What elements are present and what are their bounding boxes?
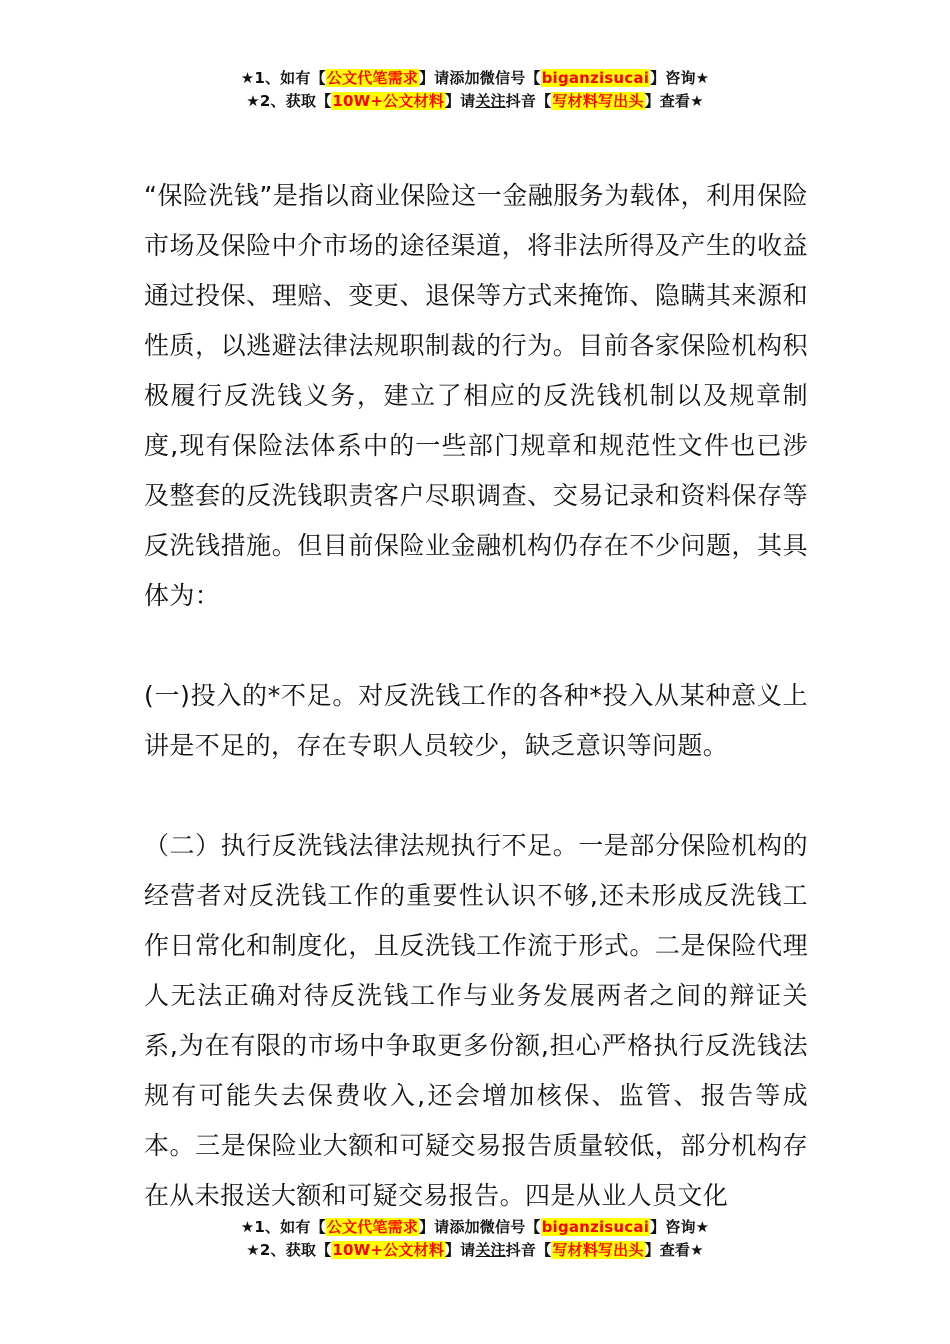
paragraph-intro: “保险洗钱”是指以商业保险这一金融服务为载体，利用保险市场及保险中介市场的途径渠道，将非法所得及产生的收益通过投保、理赔、变更、退保等方式来掩饰、隐瞒其来源和性质，以逃避法律法规职制裁的行为。目前各家保险机构积极履行反洗钱义务，建立了相应的反洗钱机制以及规章制度,现有保险法体系中的一些部门规章和规范性文件也已涉及整套的反洗钱职责客户尽职调查、交易记录和资料保存等反洗钱措施。但目前保险业金融机构仍存在不少问题，其具体为： — [144, 181, 808, 610]
promo-highlight: 公文代笔需求 — [326, 69, 418, 87]
promo-text: 微信号【 — [479, 1218, 541, 1236]
promo-text: 加 — [464, 1218, 480, 1236]
promo-highlight: 公文代笔需求 — [326, 1218, 418, 1236]
promo-text: 】咨询★ — [650, 1218, 710, 1236]
footer-promo-banner — [0, 1216, 950, 1262]
promo-text: ★2、获取【 — [246, 92, 332, 110]
promo-text: 抖音【 — [505, 1241, 552, 1259]
promo-text: ★1、如有【 — [240, 69, 326, 87]
promo-text: 加 — [464, 69, 480, 87]
promo-underlined-text: 关注 — [475, 1241, 506, 1259]
promo-highlight-douyin: 写材料写出头 — [552, 92, 644, 110]
header-promo-banner — [0, 67, 950, 113]
promo-text: 】请 — [444, 92, 476, 110]
promo-line-2 — [0, 90, 950, 113]
promo-highlight-wechat-id: biganzisucai — [541, 69, 650, 87]
promo-text: 】请添 — [418, 69, 465, 87]
promo-highlight-wechat-id: biganzisucai — [541, 1218, 650, 1236]
promo-line-1 — [0, 67, 950, 90]
promo-line-2 — [0, 1239, 950, 1262]
promo-text: ★1、如有【 — [240, 1218, 326, 1236]
promo-text: 】查看★ — [644, 92, 704, 110]
promo-text: 】查看★ — [644, 1241, 704, 1259]
document-body — [144, 171, 808, 1221]
promo-highlight: 10W+公文材料 — [332, 92, 444, 110]
promo-highlight-douyin: 写材料写出头 — [552, 1241, 644, 1259]
promo-underlined-text: 关注 — [475, 92, 506, 110]
promo-text: 抖音【 — [505, 92, 552, 110]
promo-text: 】咨询★ — [650, 69, 710, 87]
paragraph-section-2: （二）执行反洗钱法律法规执行不足。一是部分保险机构的经营者对反洗钱工作的重要性认识不够,还未形成反洗钱工作日常化和制度化，且反洗钱工作流于形式。二是保险代理人无法正确对待反洗钱工作与业务发展两者之间的辩证关系,为在有限的市场中争取更多份额,担心严格执行反洗钱法规有可能失去保费收入,还会增加核保、监管、报告等成本。三是保险业大额和可疑交易报告质量较低，部分机构存在从未报送大额和可疑交易报告。四是从业人员文化 — [144, 831, 808, 1210]
promo-text: 微信号【 — [479, 69, 541, 87]
promo-highlight: 10W+公文材料 — [332, 1241, 444, 1259]
paragraph-section-1: (一)投入的*不足。对反洗钱工作的各种*投入从某种意义上讲是不足的，存在专职人员较少，缺乏意识等问题。 — [144, 681, 808, 760]
promo-text: 】请 — [444, 1241, 476, 1259]
promo-text: 】请添 — [418, 1218, 465, 1236]
promo-text: ★2、获取【 — [246, 1241, 332, 1259]
promo-line-1 — [0, 1216, 950, 1239]
